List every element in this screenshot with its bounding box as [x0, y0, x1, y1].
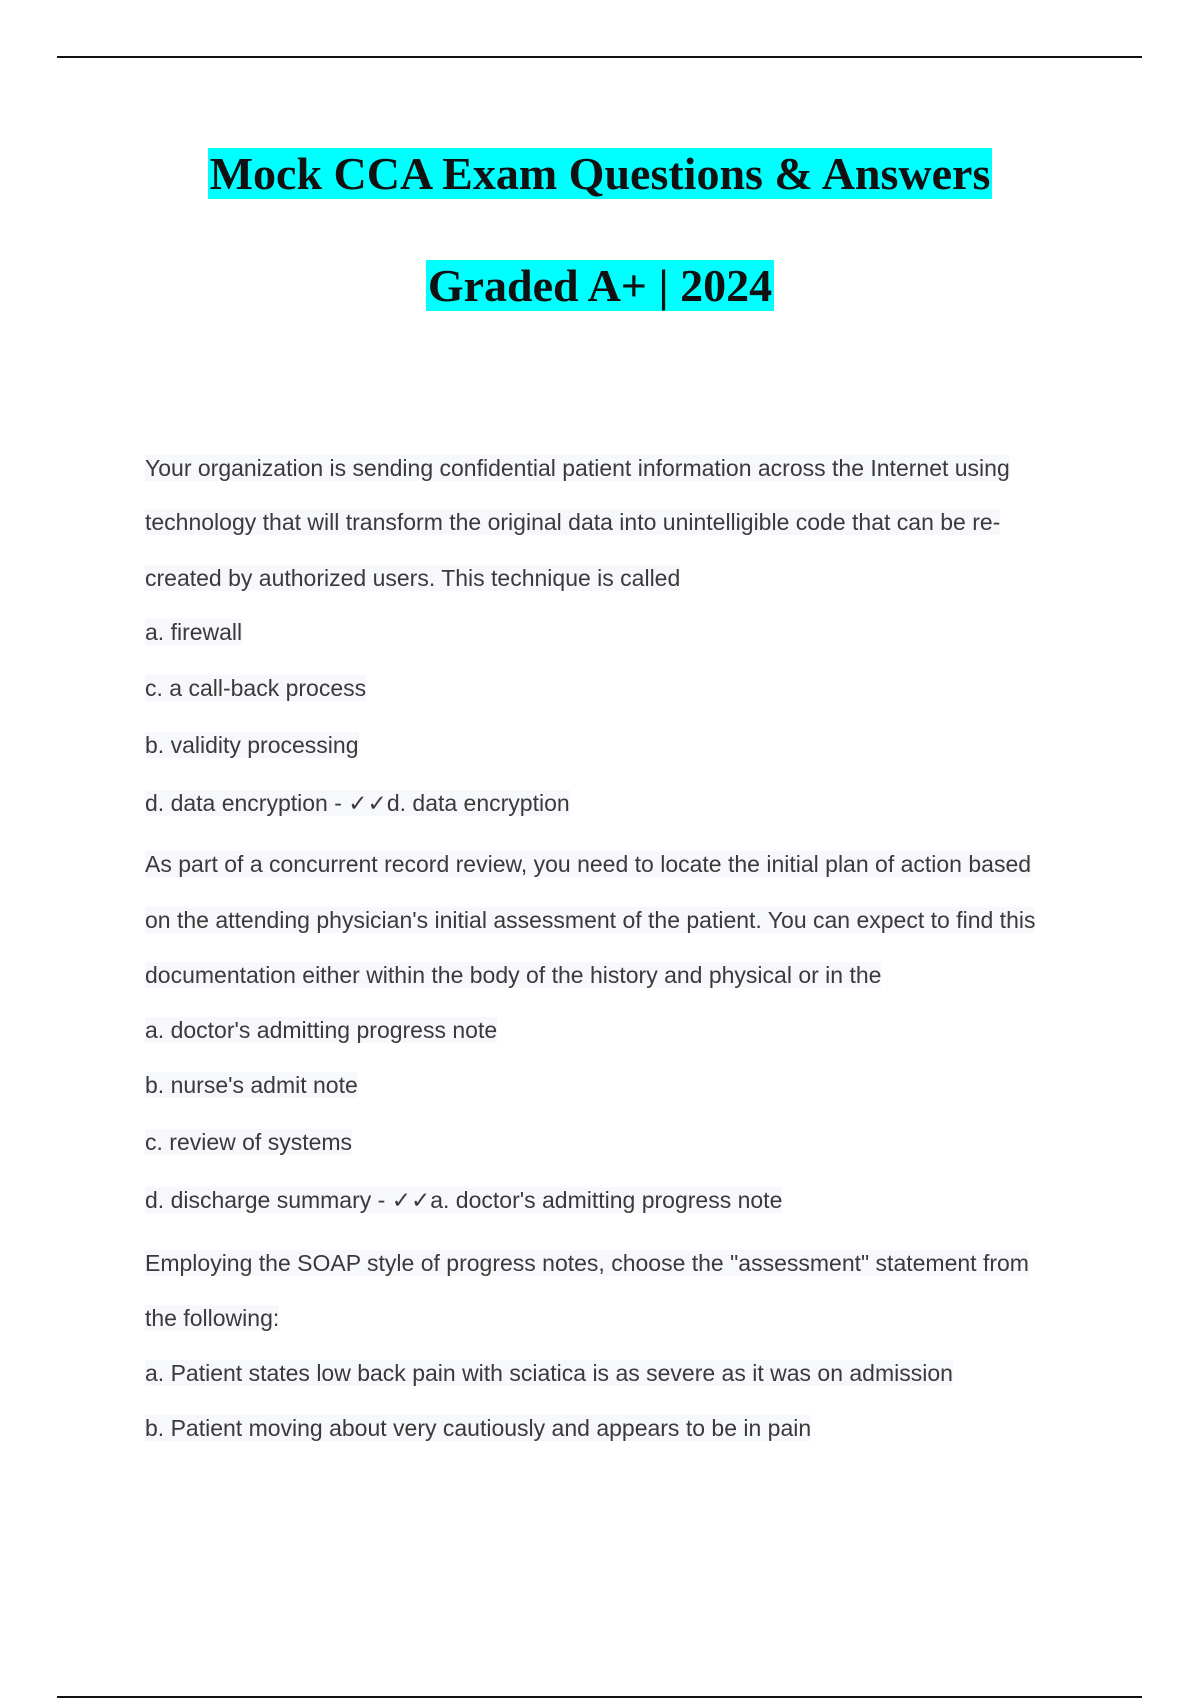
question-2-option-a: a. doctor's admitting progress note — [145, 1017, 498, 1043]
question-3-stem-line-2: the following: — [145, 1305, 280, 1331]
question-1-option-c: c. a call-back process — [145, 675, 367, 701]
question-3-option-b: b. Patient moving about very cautiously and appears to be in pain — [145, 1415, 812, 1441]
bottom-rule — [57, 1696, 1142, 1698]
document-title-line-1: Mock CCA Exam Questions & Answers — [209, 148, 991, 199]
question-1-option-a: a. firewall — [145, 619, 243, 645]
question-2-stem-line-1: As part of a concurrent record review, you need to locate the initial plan of action based — [145, 851, 1032, 877]
question-2-stem-line-3: documentation either within the body of the history and physical or in the — [145, 962, 882, 988]
question-1-stem-line-1: Your organization is sending confidential patient information across the Internet using — [145, 455, 1010, 481]
question-2-option-b: b. nurse's admit note — [145, 1072, 358, 1098]
document-title-line-2: Graded A+ | 2024 — [427, 260, 773, 311]
document-subtitle — [0, 258, 1200, 314]
question-2-option-d-answer: d. discharge summary - ✓✓a. doctor's admitting progress note — [145, 1187, 783, 1213]
question-1-stem-line-2: technology that will transform the original data into unintelligible code that can be re- — [145, 509, 1001, 535]
question-1-option-b: b. validity processing — [145, 732, 359, 758]
question-1-stem-line-3: created by authorized users. This technique is called — [145, 565, 681, 591]
question-1-option-d-answer: d. data encryption - ✓✓d. data encryption — [145, 790, 570, 816]
document-title — [0, 146, 1200, 202]
question-2-option-c: c. review of systems — [145, 1129, 353, 1155]
question-2-stem-line-2: on the attending physician's initial assessment of the patient. You can expect to find this — [145, 907, 1036, 933]
question-3-stem-line-1: Employing the SOAP style of progress notes, choose the "assessment" statement from — [145, 1250, 1029, 1276]
question-3-option-a: a. Patient states low back pain with sciatica is as severe as it was on admission — [145, 1360, 953, 1386]
top-rule — [57, 56, 1142, 58]
